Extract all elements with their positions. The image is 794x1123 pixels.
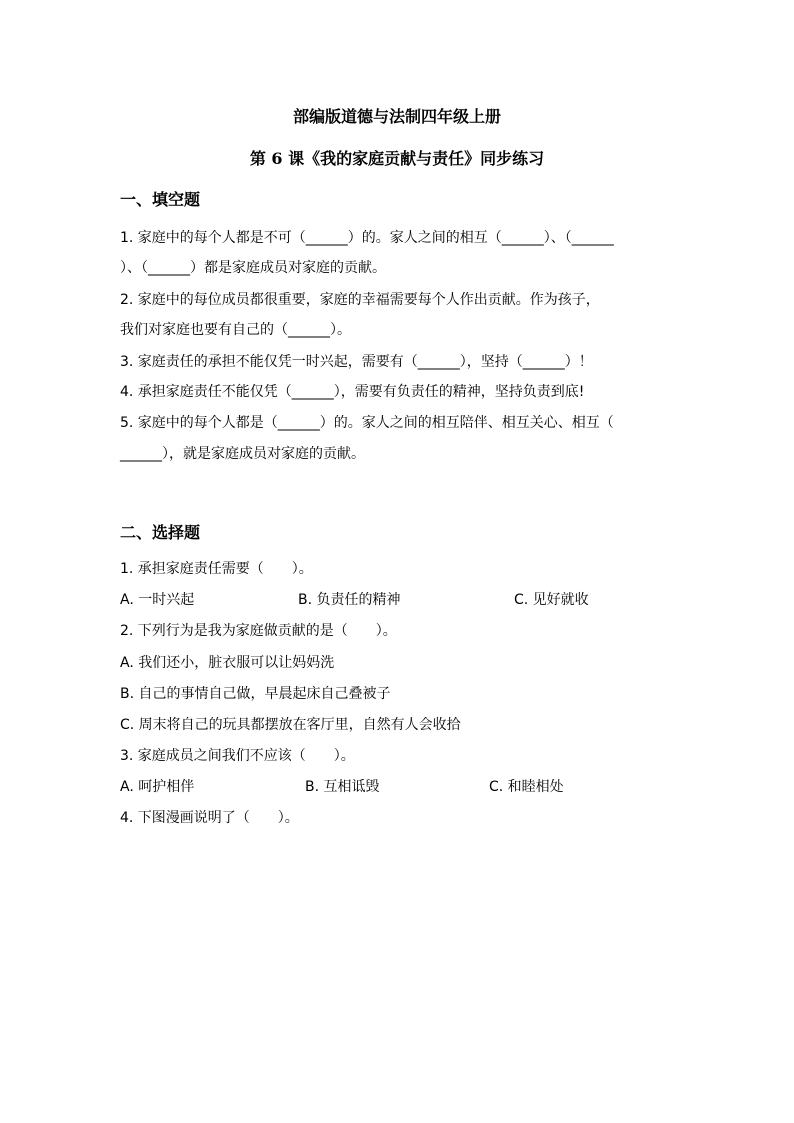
question-stem: 2. 下列行为是我为家庭做贡献的是（ ）。 xyxy=(120,623,397,639)
question-stem: 4. 下图漫画说明了（ ）。 xyxy=(120,810,299,826)
choice-option: B. 互相诋毁 xyxy=(305,779,380,795)
question-stem: 1. 承担家庭责任需要（ ）。 xyxy=(120,561,313,577)
choice-option: C. 见好就收 xyxy=(514,592,589,608)
choice-option: C. 周末将自己的玩具都摆放在客厅里，自然有人会收拾 xyxy=(120,717,461,733)
fill-blank-line: ）、（______）都是家庭成员对家庭的贡献。 xyxy=(120,260,386,276)
question-stem: 3. 家庭成员之间我们不应该（ ）。 xyxy=(120,748,355,764)
choice-option: B. 自己的事情自己做，早晨起床自己叠被子 xyxy=(120,686,391,702)
fill-blank-line: 3. 家庭责任的承担不能仅凭一时兴起，需要有（______），坚持（______）！ xyxy=(120,354,593,370)
choice-option: B. 负责任的精神 xyxy=(298,592,401,608)
section-heading-choice: 二、选择题 xyxy=(120,523,201,542)
fill-blank-line: 4. 承担家庭责任不能仅凭（______），需要有负责任的精神，坚持负责到底! xyxy=(120,384,585,400)
choice-option: C. 和睦相处 xyxy=(489,779,564,795)
document-title: 部编版道德与法制四年级上册 xyxy=(292,107,501,126)
fill-blank-line: 5. 家庭中的每个人都是（______）的。家人之间的相互陪伴、相互关心、相互（ xyxy=(120,415,614,431)
fill-blank-line: 2. 家庭中的每位成员都很重要，家庭的幸福需要每个人作出贡献。作为孩子， xyxy=(120,292,600,308)
choice-option: A. 呵护相伴 xyxy=(120,779,195,795)
choice-option: A. 一时兴起 xyxy=(120,592,195,608)
document-subtitle: 第 6 课《我的家庭贡献与责任》同步练习 xyxy=(249,149,545,168)
section-heading-fill-blank: 一、填空题 xyxy=(120,190,201,209)
choice-option: A. 我们还小，脏衣服可以让妈妈洗 xyxy=(120,655,335,671)
fill-blank-line: 1. 家庭中的每个人都是不可（______）的。家人之间的相互（______）、（______ xyxy=(120,230,614,246)
fill-blank-line: ______），就是家庭成员对家庭的贡献。 xyxy=(120,446,365,462)
fill-blank-line: 我们对家庭也要有自己的（______）。 xyxy=(120,322,351,338)
